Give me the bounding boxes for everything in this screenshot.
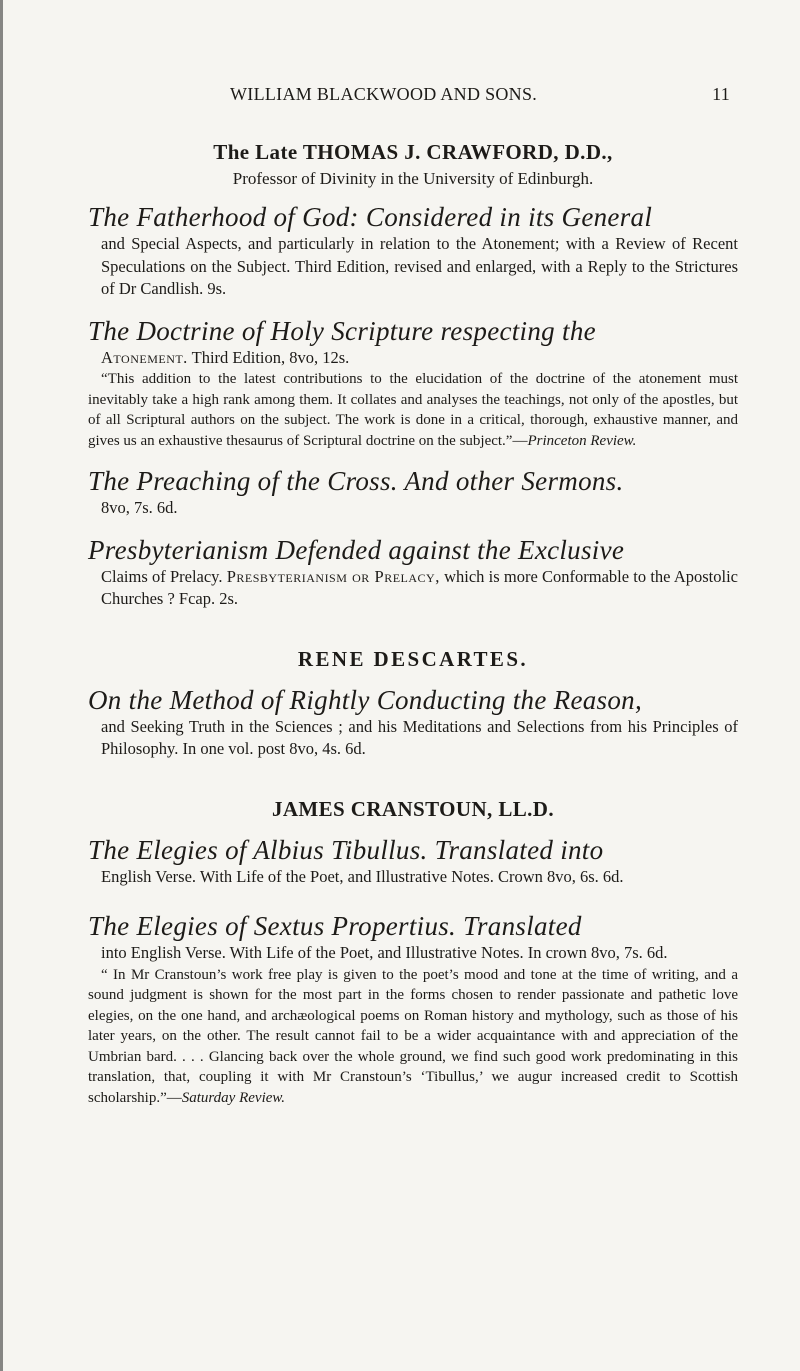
author-heading-cranstoun: JAMES CRANSTOUN, LL.D. xyxy=(271,796,555,821)
book-entry-fatherhood xyxy=(88,201,738,301)
book-description: into English Verse. With Life of the Poet, and Illustrative Notes. In crown 8vo, 7s. 6d. xyxy=(101,943,668,962)
review-quote xyxy=(88,965,738,1109)
book-title: The Fatherhood of God: Considered in its General xyxy=(88,202,653,232)
book-title: The Elegies of Sextus Propertius. Translated xyxy=(88,911,582,941)
book-description: and Seeking Truth in the Sciences ; and his Meditations and Selections from his Principles of Philosophy. In one vol. post 8vo, 4s. 6d. xyxy=(101,716,738,758)
description-text: Third Edition, 8vo, 12s. xyxy=(187,347,350,367)
book-entry-propertius xyxy=(88,910,738,1108)
book-entry-method xyxy=(88,684,738,761)
book-description xyxy=(101,566,738,611)
quote-text: “This addition to the latest contributions to the elucidation of the doctrine of the atonement must inevitably take a high rank among them. It collates and analyses the teachings, not only of the apostles, but of all Scriptural authors on the subject. The work is done in a critical, thorough, exhaustive manner, and gives us an exhaustive thesaurus of Scriptural doctrine on the subject.”— xyxy=(88,371,738,449)
description-text: which is more Conformable to the Apostolic Churches ? Fcap. 2s. xyxy=(101,566,738,608)
running-head-title: WILLIAM BLACKWOOD AND SONS. xyxy=(230,84,538,104)
page-edge-line xyxy=(0,0,3,1371)
book-entry-doctrine xyxy=(88,315,738,452)
book-title: Presbyterianism Defended against the Exclusive xyxy=(88,534,625,565)
book-entry-preaching xyxy=(88,465,738,520)
book-title: On the Method of Rightly Conducting the Reason, xyxy=(88,684,643,715)
book-entry-tibullus xyxy=(88,834,738,889)
page-number: 11 xyxy=(712,84,730,104)
book-description: 8vo, 7s. 6d. xyxy=(101,498,178,517)
book-entry-presbyterianism xyxy=(88,534,738,611)
section-gap xyxy=(88,775,738,797)
section-gap xyxy=(88,625,738,647)
quote-source: Princeton Review. xyxy=(527,432,637,449)
author-subtitle-crawford: Professor of Divinity in the University of Edinburgh. xyxy=(232,169,594,188)
quote-text: “ In Mr Cranstoun’s work free play is given to the poet’s mood and tone at the time of writing, and a sound judgment is shown for the most part in the forms chosen to render passionate and pathetic love elegies, on the one hand, and archæological poems on Roman history and mythology, such as those of his later years, on the other. The result cannot fail to be a wider acquaintance with and appreciation of the Umbrian bard. . . . Glancing back over the whole ground, we find such good work predominating in this translation, that, coupling it with Mr Cranstoun’s ‘Tibullus,’ we augur increased credit to Scottish scholarship.”— xyxy=(88,966,738,1106)
description-text: Claims of Prelacy. xyxy=(101,566,227,586)
quote-source: Saturday Review. xyxy=(181,1089,286,1106)
author-heading-crawford: The Late THOMAS J. CRAWFORD, D.D., xyxy=(213,140,613,164)
book-description: English Verse. With Life of the Poet, and Illustrative Notes. Crown 8vo, 6s. 6d. xyxy=(101,866,624,886)
author-heading-descartes: RENE DESCARTES. xyxy=(297,646,529,671)
small-caps-text: Atonement. xyxy=(101,347,188,367)
book-title: The Elegies of Albius Tibullus. Translated into xyxy=(88,834,604,865)
book-title: The Preaching of the Cross. And other Sermons. xyxy=(88,466,624,496)
catalogue-content xyxy=(88,140,738,1122)
review-quote xyxy=(88,369,738,451)
book-description: and Special Aspects, and particularly in relation to the Atonement; with a Review of Recent Speculations on the Subject. Third Edition, revised and enlarged, with a Reply to the Strictures of Dr Candlish. 9s. xyxy=(101,234,738,298)
small-caps-text: Presbyterianism or Prelacy, xyxy=(226,566,440,586)
book-title: The Doctrine of Holy Scripture respecting the xyxy=(88,315,596,346)
book-description xyxy=(101,347,738,370)
